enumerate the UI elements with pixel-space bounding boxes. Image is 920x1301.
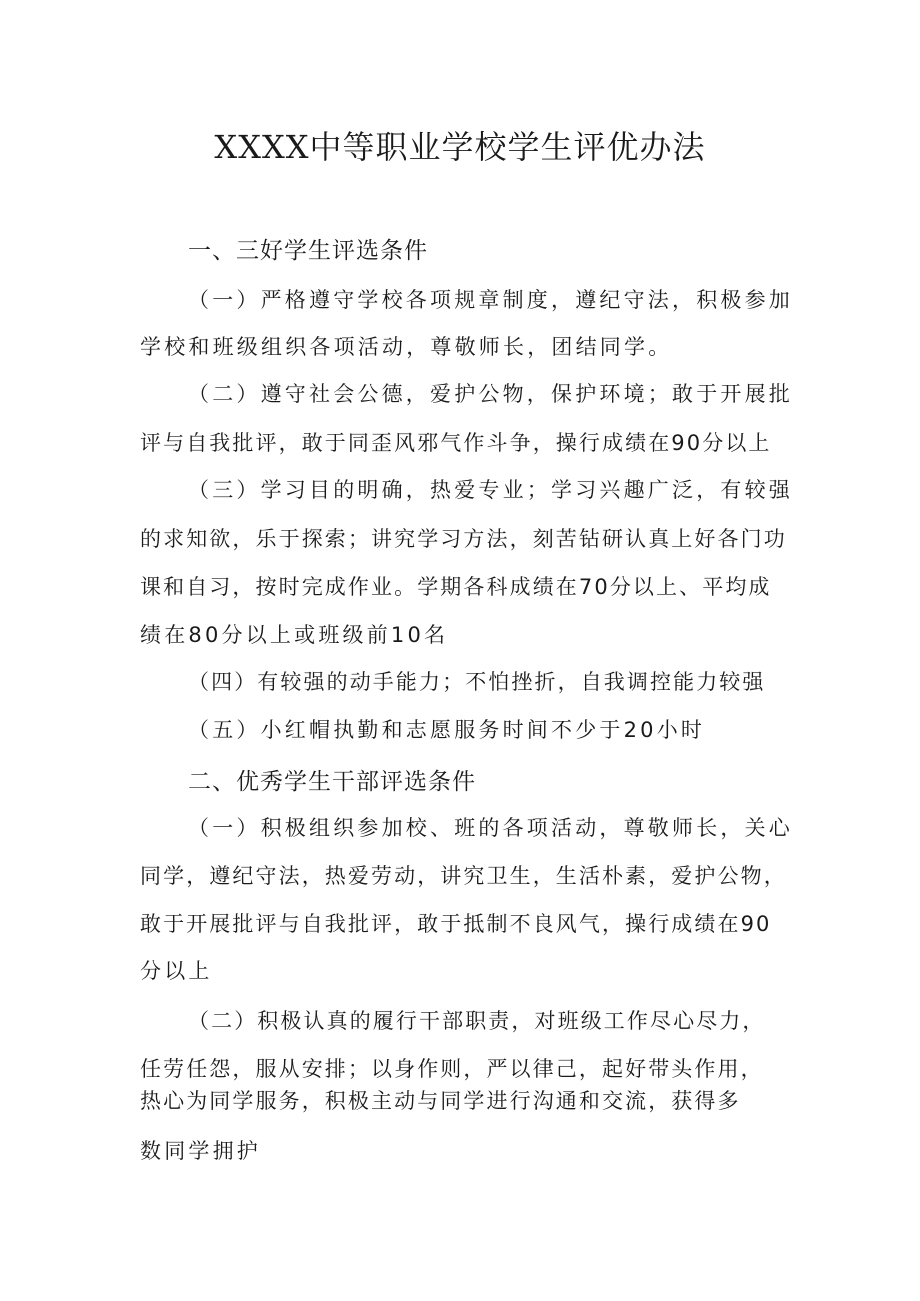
paragraph-line: （一）积极组织参加校、班的各项活动，尊敬师长，关心: [188, 816, 793, 840]
paragraph-line: （一）严格遵守学校各项规章制度，遵纪守法，积极参加: [188, 288, 793, 312]
paragraph-line: 评与自我批评，敢于同歪风邪气作斗争，操行成绩在90分以上: [140, 431, 772, 455]
paragraph-line: 数同学拥护: [140, 1139, 261, 1163]
paragraph-line: 任劳任怨，服从安排；以身作则，严以律己，起好带头作用，: [140, 1057, 764, 1081]
paragraph-line: 学校和班级组织各项活动，尊敬师长，团结同学。: [140, 335, 673, 359]
paragraph-line: 课和自习，按时完成作业。学期各科成绩在70分以上、平均成: [140, 575, 772, 599]
paragraph-line: 分以上: [140, 959, 213, 983]
paragraph-line: （二）积极认真的履行干部职责，对班级工作尽心尽力，: [188, 1009, 766, 1033]
paragraph-line: （四）有较强的动手能力；不怕挫折，自我调控能力较强: [188, 670, 766, 694]
paragraph-line: 敢于开展批评与自我批评，敢于抵制不良风气，操行成绩在90: [140, 912, 772, 936]
section-heading: 二、优秀学生干部评选条件: [188, 769, 476, 795]
section-heading: 一、三好学生评选条件: [188, 238, 428, 264]
paragraph-line: 热心为同学服务，积极主动与同学进行沟通和交流，获得多: [140, 1089, 741, 1113]
paragraph-line: （二）遵守社会公德，爱护公物，保护环境；敢于开展批: [188, 382, 793, 406]
paragraph-line: 的求知欲，乐于探索；讲究学习方法，刻苦钻研认真上好各门功: [140, 527, 787, 551]
document-title: XXXX中等职业学校学生评优办法: [214, 128, 706, 166]
paragraph-line: （五）小红帽执勤和志愿服务时间不少于20小时: [188, 718, 706, 742]
paragraph-line: （三）学习目的明确，热爱专业；学习兴趣广泛，有较强: [188, 478, 793, 502]
paragraph-line: 同学，遵纪守法，热爱劳动，讲究卫生，生活朴素，爱护公物，: [140, 864, 787, 888]
paragraph-line: 绩在80分以上或班级前10名: [140, 623, 449, 647]
